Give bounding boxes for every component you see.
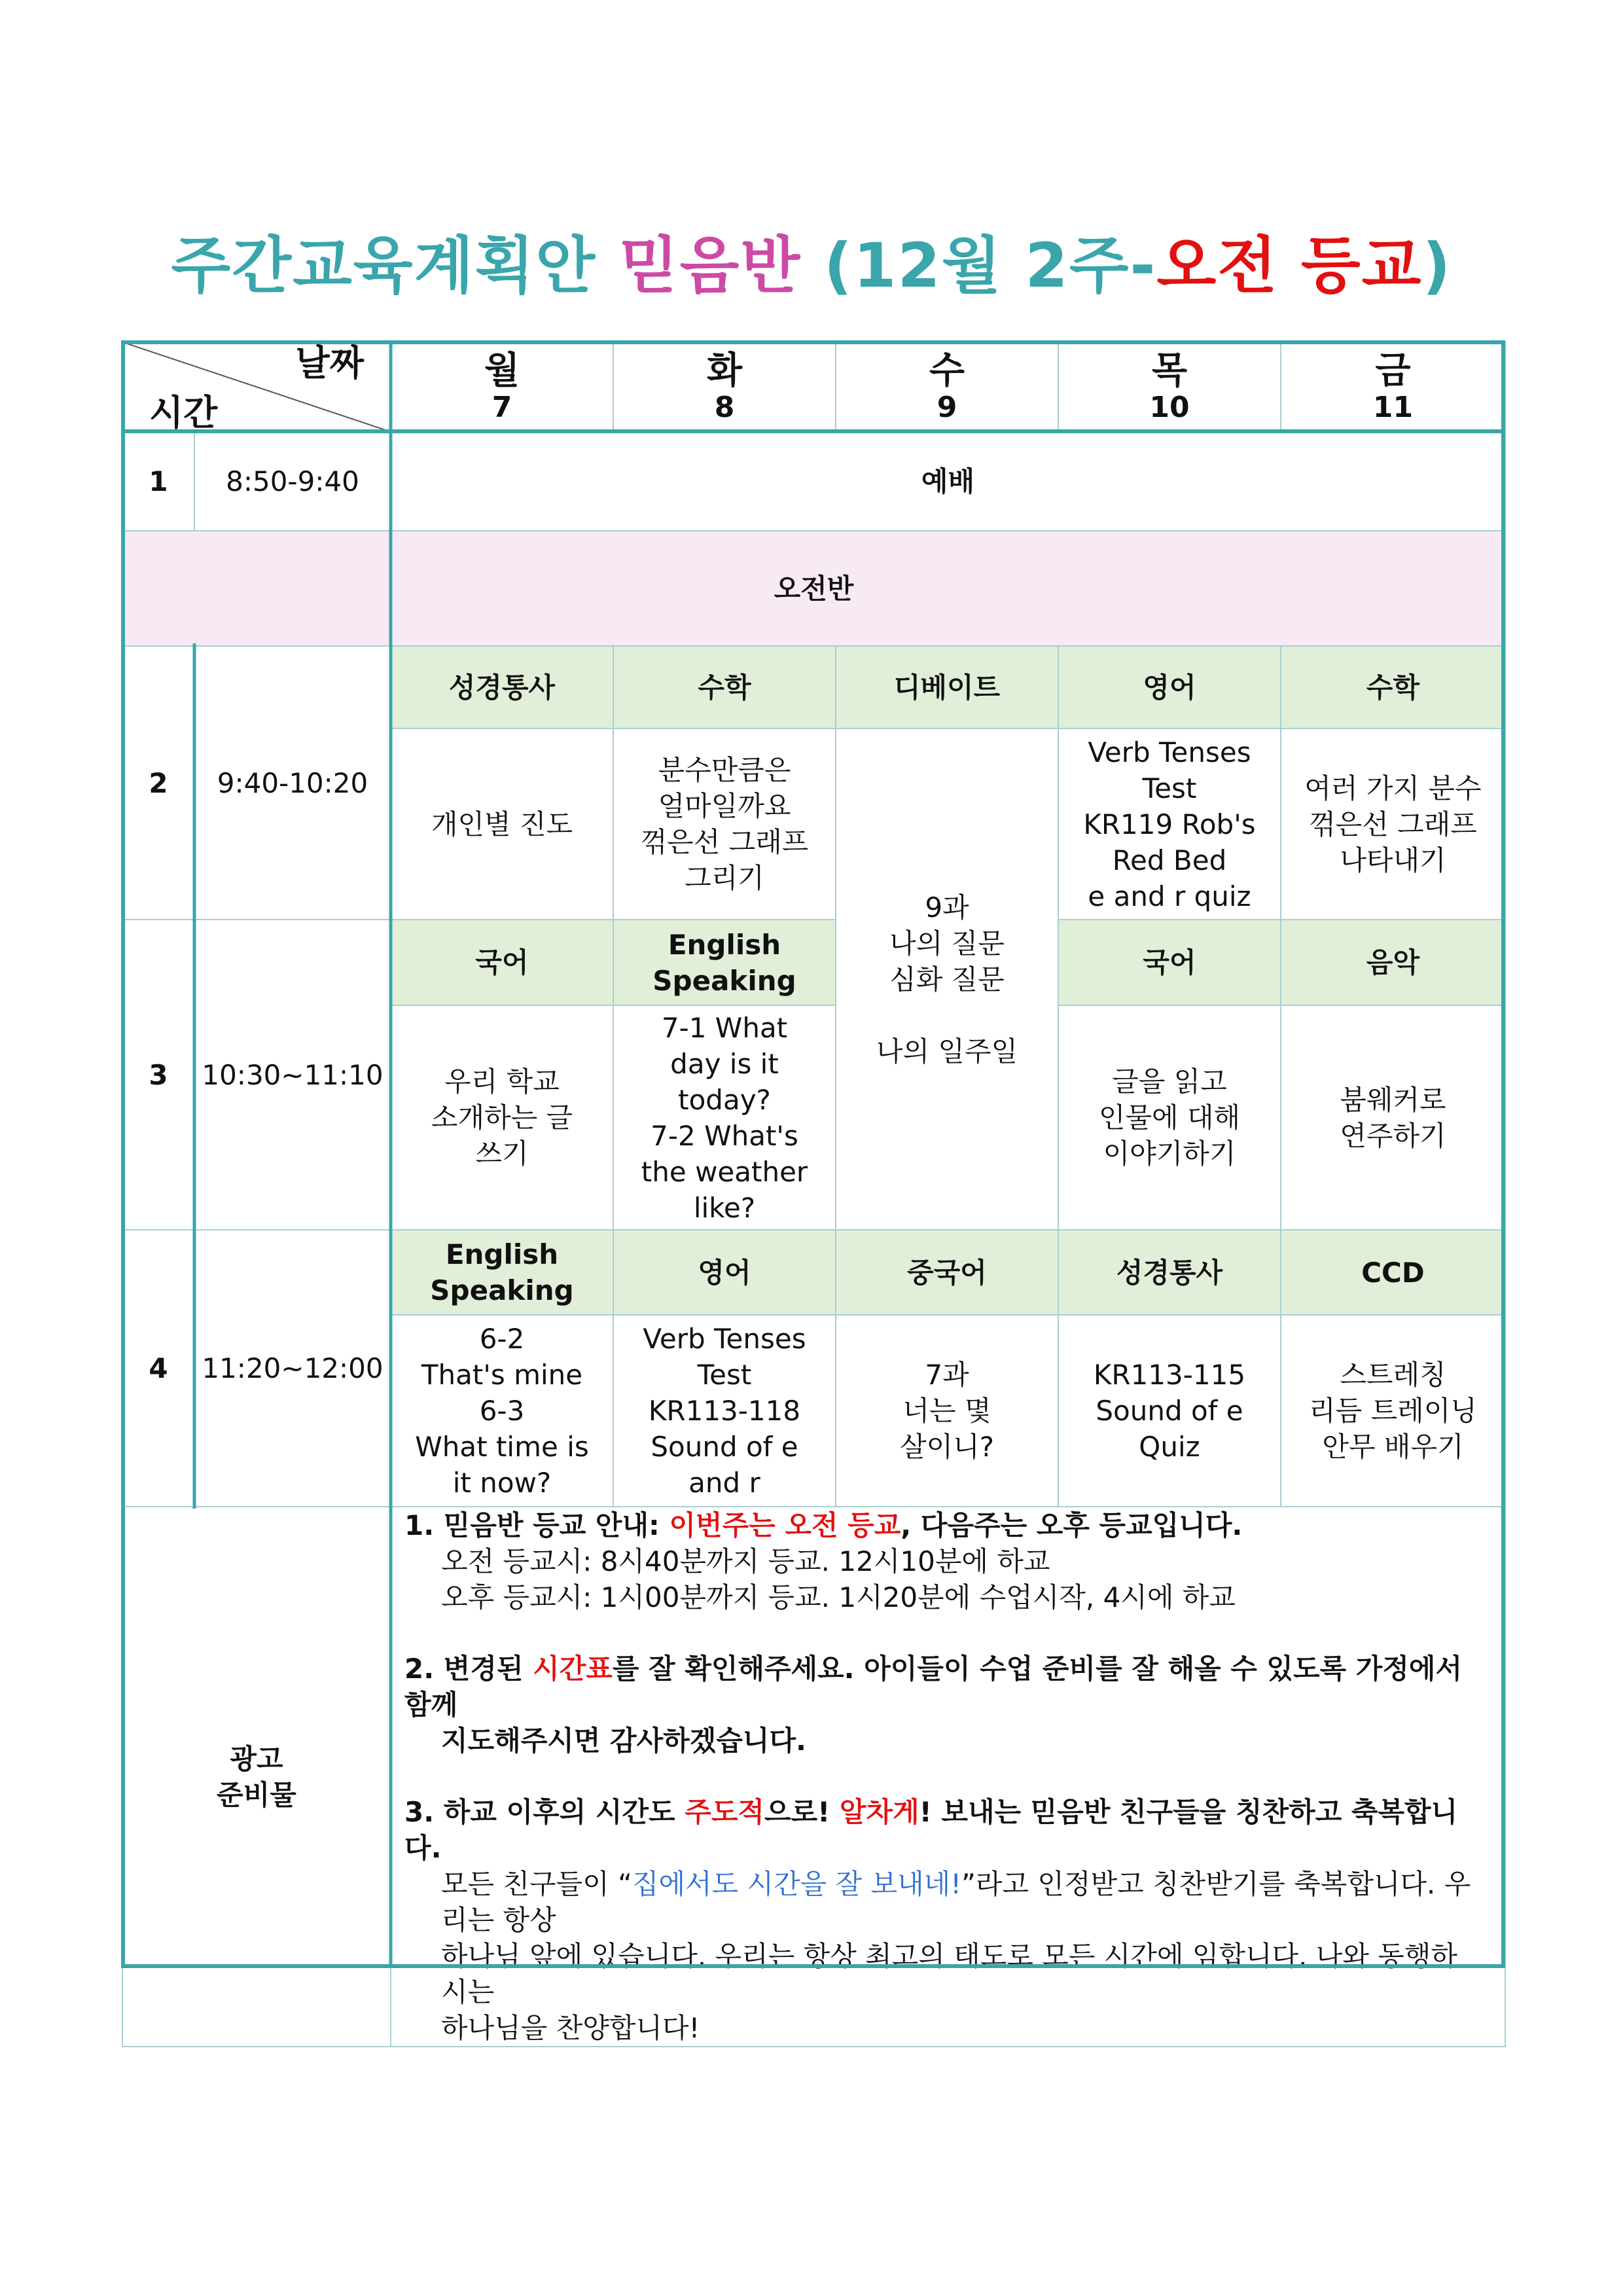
p3-subject-tue: English Speaking [613,920,836,1005]
p4-subject-thu: 성경통사 [1058,1230,1281,1315]
title-plan: 주간교육계획안 [171,230,619,302]
p2-subject-mon: 성경통사 [391,646,613,728]
period-1-time: 8:50-9:40 [194,431,391,531]
p4-content-wed: 7과 너는 몇 살이니? [836,1315,1058,1507]
notice-item-3-line3: 하나님 앞에 있습니다. 우리는 항상 최고의 태도로 모든 시간에 임합니다. 나와 동행하시는 [441,1940,1458,2008]
morning-class-banner: 오전반 [122,531,1505,646]
title-class-name: 믿음반 [618,230,802,302]
p2-content-tue: 분수만큼은 얼마일까요 꺾은선 그래프 그리기 [613,728,836,920]
p3-subject-fri: 음악 [1281,920,1505,1005]
p3-content-tue: 7-1 What day is it today? 7-2 What's the weather like? [613,1005,836,1230]
notice-item-1-afternoon: 오후 등교시: 1시00분까지 등교. 1시20분에 수업시작, 4시에 하교 [441,1581,1236,1613]
period-4-subject-row [122,1230,1505,1315]
period-2-time: 9:40-10:20 [194,646,391,920]
header-row [122,342,1505,431]
period-2-number: 2 [122,646,194,920]
morning-class-row [122,531,1505,646]
p4-content-fri: 스트레칭 리듬 트레이닝 안무 배우기 [1281,1315,1505,1507]
p3-subject-mon: 국어 [391,920,613,1005]
time-label: 시간 [149,392,218,433]
p3-content-thu: 글을 읽고 인물에 대해 이야기하기 [1058,1005,1281,1230]
day-header-mon: 월 7 [391,342,613,431]
p4-subject-wed: 중국어 [836,1230,1058,1315]
title-close: ) [1422,230,1452,302]
period-2-subject-row [122,646,1505,728]
day-header-thu: 목 10 [1058,342,1281,431]
p3-content-fri: 붐웨커로 연주하기 [1281,1005,1505,1230]
day-header-fri: 금 11 [1281,342,1505,431]
p3-content-mon: 우리 학교 소개하는 글 쓰기 [391,1005,613,1230]
notice-item-3-line4: 하나님을 찬양합니다! [441,2012,700,2044]
worship-cell: 예배 [391,431,1505,531]
period-3-number: 3 [122,920,194,1230]
period-1-row [122,431,1505,531]
page-title [0,216,1623,304]
period-4-time: 11:20~12:00 [194,1230,391,1507]
weekly-schedule-table [122,341,1506,2047]
notice-item-3-line2: 모든 친구들이 “집에서도 시간을 잘 보내네!”라고 인정받고 칭찬받기를 축복합니다. 우리는 항상 [441,1868,1471,1936]
notice-label: 광고 준비물 [122,1507,391,2047]
p2-subject-fri: 수학 [1281,646,1505,728]
p2-subject-thu: 영어 [1058,646,1281,728]
p2-content-fri: 여러 가지 분수 꺾은선 그래프 나타내기 [1281,728,1505,920]
date-label: 날짜 [295,342,364,384]
p2-content-thu: Verb Tenses Test KR119 Rob's Red Bed e and r quiz [1058,728,1281,920]
notice-content [391,1507,1505,2047]
notice-row [122,1507,1505,2047]
p2-subject-tue: 수학 [613,646,836,728]
p2-subject-wed: 디베이트 [836,646,1058,728]
period-1-number: 1 [122,431,194,531]
p4-subject-mon: English Speaking [391,1230,613,1315]
notice-item-1: 1. 믿음반 등교 안내: 이번주는 오전 등교, 다음주는 오후 등교입니다. [404,1509,1243,1541]
p3-subject-thu: 국어 [1058,920,1281,1005]
p4-content-thu: KR113-115 Sound of e Quiz [1058,1315,1281,1507]
period-4-number: 4 [122,1230,194,1507]
date-time-corner [122,342,391,431]
p2-content-mon: 개인별 진도 [391,728,613,920]
notice-item-3: 3. 하교 이후의 시간도 주도적으로! 알차게! 보내는 믿음반 친구들을 칭찬하고 축복합니다. [404,1796,1458,1864]
p4-subject-tue: 영어 [613,1230,836,1315]
period-3-time: 10:30~11:10 [194,920,391,1230]
p4-content-mon: 6-2 That's mine 6-3 What time is it now? [391,1315,613,1507]
day-header-wed: 수 9 [836,342,1058,431]
debate-content-wed: 9과 나의 질문 심화 질문 나의 일주일 [836,728,1058,1230]
title-session: 오전 등교 [1156,230,1423,302]
period-3-subject-row [122,920,1505,1005]
p4-content-tue: Verb Tenses Test KR113-118 Sound of e and r [613,1315,836,1507]
notice-item-2-cont: 지도해주시면 감사하겠습니다. [441,1725,807,1757]
day-header-tue: 화 8 [613,342,836,431]
notice-item-1-morning: 오전 등교시: 8시40분까지 등교. 12시10분에 하교 [441,1545,1050,1577]
title-week: (12월 2주- [801,230,1157,302]
p4-subject-fri: CCD [1281,1230,1505,1315]
notice-item-2: 2. 변경된 시간표를 잘 확인해주세요. 아이들이 수업 준비를 잘 해올 수 있도록 가정에서 함께 [404,1653,1463,1721]
